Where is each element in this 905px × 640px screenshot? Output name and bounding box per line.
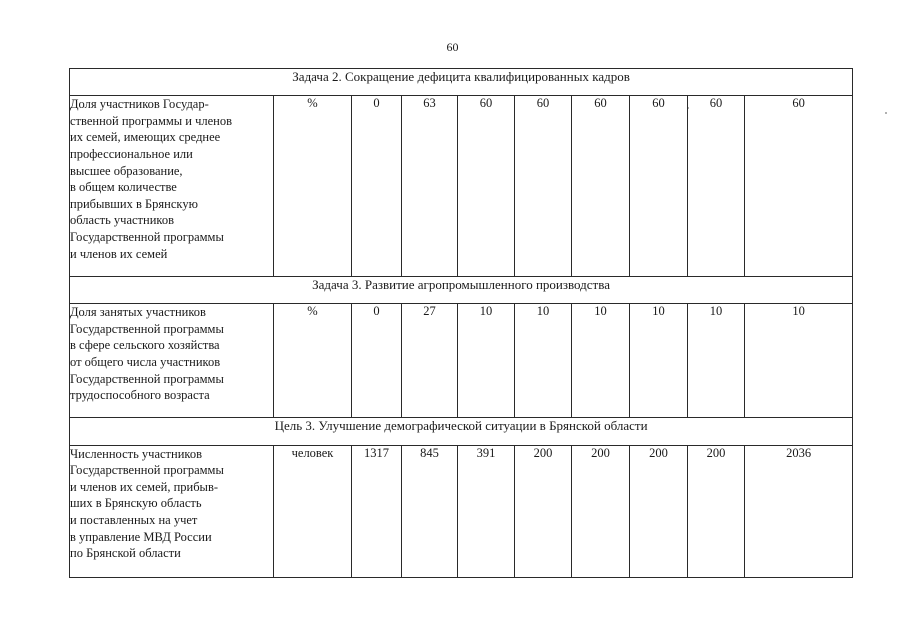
indicator-name [70, 96, 274, 277]
indicator-value: 60 [688, 96, 745, 277]
section-header-row [70, 69, 853, 96]
indicator-value: 10 [515, 304, 572, 418]
indicator-name [70, 304, 274, 418]
indicator-name-line: в сфере сельского хозяйства [70, 338, 220, 353]
indicator-value: 200 [630, 445, 688, 577]
indicator-value: 10 [572, 304, 630, 418]
section-header: Задача 3. Развитие агропромышленного производства [70, 277, 853, 304]
indicator-name-line: и членов их семей, прибыв- [70, 479, 219, 494]
indicator-value: 60 [630, 96, 688, 277]
indicators-table [69, 68, 853, 578]
indicator-name-line: Государственной программы [70, 321, 224, 336]
indicator-row [70, 445, 853, 577]
indicator-value: 10 [630, 304, 688, 418]
indicator-unit: % [274, 304, 352, 418]
indicator-row [70, 96, 853, 277]
indicator-name-line: в управление МВД России [70, 529, 212, 544]
indicator-value: 391 [458, 445, 515, 577]
indicator-value: 0 [352, 304, 402, 418]
section-header: Цель 3. Улучшение демографической ситуации в Брянской области [70, 418, 853, 445]
indicator-value: 845 [402, 445, 458, 577]
indicator-row [70, 304, 853, 418]
indicator-value: 2036 [745, 445, 853, 577]
indicator-name-line: Государственной программы [70, 230, 224, 245]
indicator-value: 60 [515, 96, 572, 277]
indicator-value: 10 [688, 304, 745, 418]
indicator-value: 200 [572, 445, 630, 577]
indicator-value: 10 [458, 304, 515, 418]
indicator-value: 60 [572, 96, 630, 277]
indicator-name-line: ших в Брянскую область [70, 496, 202, 511]
indicator-value: 0 [352, 96, 402, 277]
indicator-value: 60 [745, 96, 853, 277]
indicator-name-line: по Брянской области [70, 546, 181, 561]
indicator-value: 60 [458, 96, 515, 277]
indicator-name-line: Доля участников Государ- [70, 97, 209, 112]
section-header-row [70, 418, 853, 445]
indicator-name-line: ственной программы и членов [70, 113, 233, 128]
indicator-name-line: Государственной программы [70, 371, 224, 386]
indicator-value: 10 [745, 304, 853, 418]
section-header: Задача 2. Сокращение дефицита квалифицированных кадров [70, 69, 853, 96]
indicator-name-line: в общем количестве [70, 180, 177, 195]
indicator-value: 63 [402, 96, 458, 277]
indicator-name-line: трудоспособного возраста [70, 388, 210, 403]
indicator-name-line: профессиональное или [70, 147, 193, 162]
indicator-name-line: и членов их семей [70, 246, 168, 261]
indicator-name-line: высшее образование, [70, 163, 183, 178]
indicator-name [70, 445, 274, 577]
indicator-name-line: прибывших в Брянскую [70, 196, 198, 211]
indicator-value: 1317 [352, 445, 402, 577]
indicator-name-line: Государственной программы [70, 463, 224, 478]
indicator-value: 27 [402, 304, 458, 418]
page-number: 60 [446, 40, 459, 54]
indicator-value: 200 [688, 445, 745, 577]
section-header-row [70, 277, 853, 304]
indicator-unit: человек [274, 445, 352, 577]
indicator-name-line: Доля занятых участников [70, 305, 206, 320]
indicator-name-line: их семей, имеющих среднее [70, 130, 221, 145]
indicator-name-line: Численность участников [70, 446, 202, 461]
indicator-name-line: область участников [70, 213, 174, 228]
indicator-unit: % [274, 96, 352, 277]
scan-speck [885, 112, 887, 114]
indicator-name-line: и поставленных на учет [70, 513, 198, 528]
indicator-name-line: от общего числа участников [70, 355, 221, 370]
indicator-value: 200 [515, 445, 572, 577]
